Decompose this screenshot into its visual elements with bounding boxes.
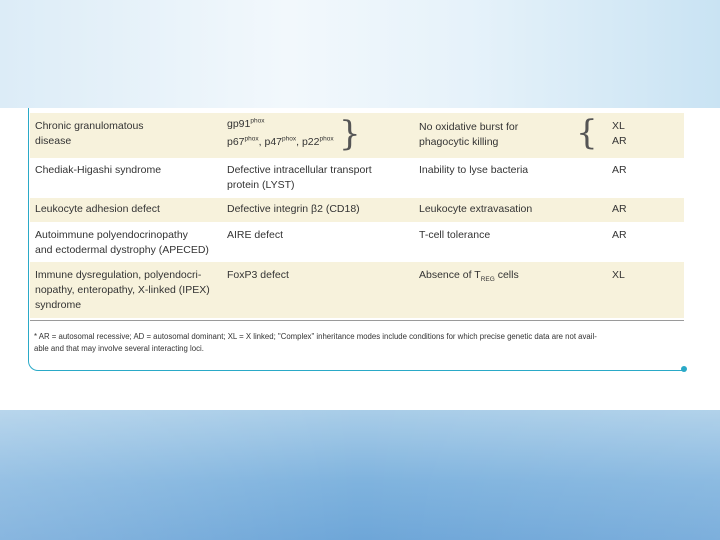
disease-name: Autoimmune polyendocrinopathy [35,229,188,241]
inheritance-value: AR [612,164,627,176]
function-text: Leukocyte extravasation [419,203,533,215]
table-footnote [34,331,679,354]
function-text: Inability to lyse bacteria [419,164,529,176]
top-background-band [0,0,720,108]
inheritance-ar: AR [612,135,627,147]
panel-corner-dot [681,366,687,372]
disease-name: and ectodermal dystrophy (APECED) [35,244,209,256]
function-text: T-cell tolerance [419,229,491,241]
defect-p67-p47-p22: $p67^{phox}$, $p47^{phox}$, $p22^{phox}$ [227,135,334,148]
footnote-line: * AR = autosomal recessive; AD = autosomal dominant; XL = X linked; "Complex" inheritance modes include conditions for which precise genetic data are not avail- [34,332,597,341]
inheritance-cell [612,119,672,149]
function-text: No oxidative burst for [419,121,519,133]
inheritance-xl: XL [612,120,625,132]
defect-text: Defective integrin β2 (CD18) [227,203,360,215]
defect-cell [227,114,412,154]
table-row [30,222,684,262]
inheritance-value: AR [612,203,627,215]
disease-name: Leukocyte adhesion defect [35,203,160,215]
disease-cell [35,268,225,313]
table-row [30,262,684,318]
defect-text: Defective intracellular transport [227,164,372,176]
inheritance-value: XL [612,269,625,281]
disease-name: Immune dysregulation, polyendocri- [35,269,202,281]
disease-name: disease [35,135,72,147]
table-row [30,198,684,222]
inheritance-value: AR [612,229,627,241]
right-brace-icon: } [339,114,361,154]
disease-name: Chronic granulomatous [35,120,144,132]
disease-cell [35,228,225,258]
defect-cell [227,163,412,193]
disease-cell [35,119,225,149]
table-row [30,113,684,158]
footnote-line: able and that may involve several interacting loci. [34,343,204,353]
table-bottom-rule [30,320,684,321]
disease-name: syndrome [35,299,82,311]
defect-gp91: $gp91^{phox}$ [227,117,265,130]
defect-text: FoxP3 defect [227,269,289,281]
disease-name: nopathy, enteropathy, X-linked (IPEX) [35,284,210,296]
defect-text: AIRE defect [227,229,284,241]
function-cell [419,120,599,150]
function-text: Absence of $T_{REG}$ cells [419,269,519,284]
table-row [30,158,684,198]
function-text: phagocytic killing [419,136,499,148]
left-brace-icon: { [576,113,598,153]
disease-name: Chediak-Higashi syndrome [35,164,162,176]
defect-text: protein (LYST) [227,179,295,191]
bottom-background-band [0,410,720,540]
